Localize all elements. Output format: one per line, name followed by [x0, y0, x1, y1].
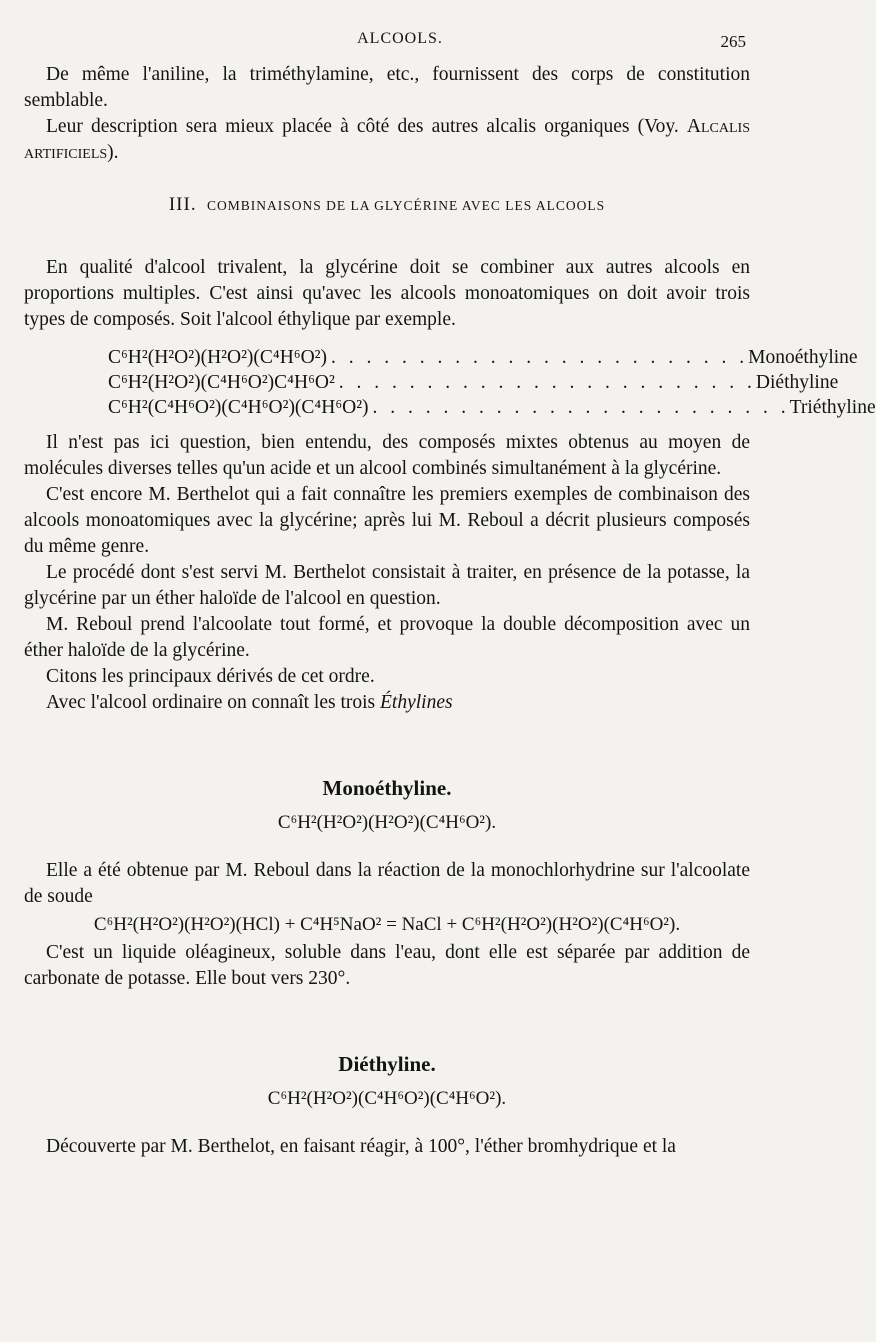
leader-dots: . . . . . . . . . . . . . . . . . . . . . . . . [338, 372, 756, 393]
body-paragraph-5: M. Reboul prend l'alcoolate tout formé, et provoque la double décomposition avec un éther haloïde de la glycérine. [24, 614, 750, 661]
running-head [0, 30, 800, 54]
running-title: ALCOOLS. [357, 30, 443, 47]
ethylines-lead: Avec l'alcool ordinaire on connaît les trois [46, 692, 376, 713]
diethyline-formula: C⁶H²(H²O²)(C⁴H⁶O²)(C⁴H⁶O²). [267, 1088, 507, 1109]
page-content [24, 62, 876, 1160]
formula: C⁶H²(H²O²)(C⁴H⁶O²)C⁴H⁶O² [108, 372, 335, 393]
formula: C⁶H²(C⁴H⁶O²)(C⁴H⁶O²)(C⁴H⁶O²) [108, 397, 369, 418]
section-title: COMBINAISONS DE LA GLYCÉRINE AVEC LES ALCOOLS [206, 198, 606, 213]
monoethyline-heading: Monoéthyline. [322, 776, 452, 800]
section-number: III. [168, 194, 197, 215]
compound-name: Monoéthyline [748, 347, 858, 368]
monoethyline-paragraph-1: Elle a été obtenue par M. Reboul dans la réaction de la monochlorhydrine sur l'alcoolate de soude [24, 860, 750, 907]
intro-p2-text: Leur description sera mieux placée à côté des autres alcalis organiques (Voy. [46, 116, 679, 137]
intro-paragraph-1: De même l'aniline, la triméthylamine, etc., fournissent des corps de constitution semblable. [24, 64, 750, 111]
intro-p2-end: ). [107, 142, 119, 163]
leader-dots: . . . . . . . . . . . . . . . . . . . . . . . . [372, 397, 790, 418]
monoethyline-formula: C⁶H²(H²O²)(H²O²)(C⁴H⁶O²). [277, 812, 497, 833]
formula-table [108, 345, 876, 420]
body-paragraph-1: En qualité d'alcool trivalent, la glycérine doit se combiner aux autres alcools en proportions multiples. C'est ainsi qu'avec les alcools monoatomiques on doit avoir trois types de composés. Soit l'alcool éthylique par exemple. [24, 257, 750, 330]
body-paragraph-7 [24, 690, 750, 716]
leader-dots: . . . . . . . . . . . . . . . . . . . . . . . . [331, 347, 749, 368]
diethyline-paragraph-1: Découverte par M. Berthelot, en faisant réagir, à 100°, l'éther bromhydrique et la [46, 1136, 676, 1157]
compound-name: Triéthyline [789, 397, 876, 418]
formula-row [108, 395, 876, 420]
formula-row [108, 370, 839, 395]
body-paragraph-2: Il n'est pas ici question, bien entendu, des composés mixtes obtenus au moyen de molécules diverses telles qu'un acide et un alcool combinés simultanément à la glycérine. [24, 432, 750, 479]
body-paragraph-4: Le procédé dont s'est servi M. Berthelot consistait à traiter, en présence de la potasse, la glycérine par un éther haloïde de l'alcool en question. [24, 562, 750, 609]
monoethyline-paragraph-2: C'est un liquide oléagineux, soluble dans l'eau, dont elle est séparée par addition de carbonate de potasse. Elle bout vers 230°. [24, 942, 750, 989]
monoethyline-equation: C⁶H²(H²O²)(H²O²)(HCl) + C⁴H⁵NaO² = NaCl + C⁶H²(H²O²)(H²O²)(C⁴H⁶O²). [93, 914, 681, 935]
formula-row [108, 345, 858, 370]
body-paragraph-6: Citons les principaux dérivés de cet ordre. [46, 666, 375, 687]
intro-p2-smallcaps: Alcalis artificiels [24, 116, 751, 163]
formula: C⁶H²(H²O²)(H²O²)(C⁴H⁶O²) [108, 347, 328, 368]
diethyline-heading: Diéthyline. [338, 1052, 436, 1076]
intro-paragraph-2 [24, 114, 750, 166]
body-paragraph-3: C'est encore M. Berthelot qui a fait connaître les premiers exemples de combinaison des alcools monoatomiques avec la glycérine; après lui M. Reboul a décrit plusieurs composés du même genre. [24, 484, 750, 557]
ethylines-italic: Éthylines [380, 692, 453, 713]
section-heading [24, 192, 750, 219]
page-number: 265 [720, 32, 746, 51]
compound-name: Diéthyline [755, 372, 839, 393]
